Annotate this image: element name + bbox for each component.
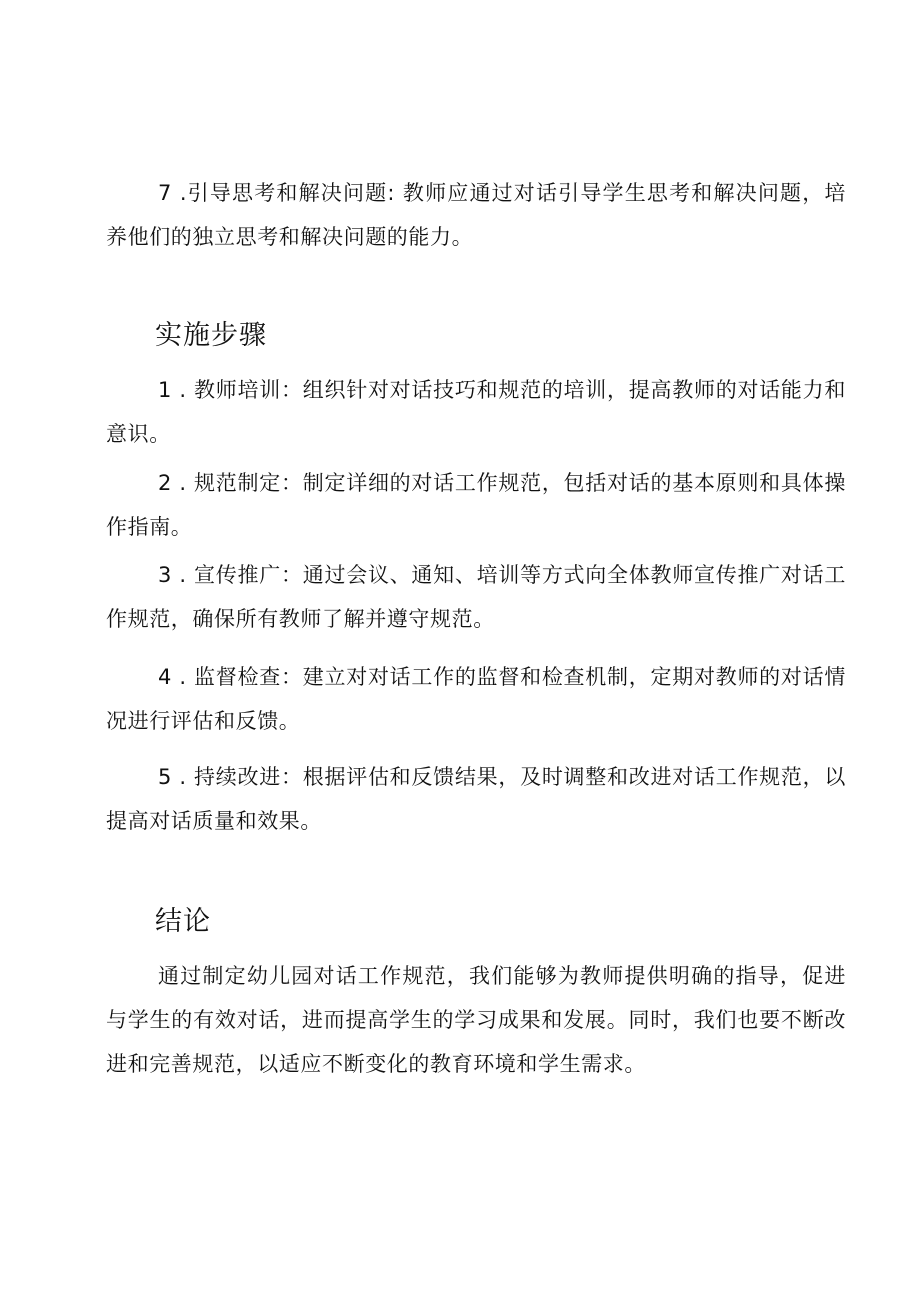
conclusion-paragraph: 通过制定幼儿园对话工作规范，我们能够为教师提供明确的指导，促进与学生的有效对话，进而提高学生的学习成果和发展。同时，我们也要不断改进和完善规范，以适应不断变化的教育环境和学生需求。 [106,964,846,1076]
section-heading-implementation-steps: 实施步骤 [155,320,267,351]
step-item-1: 1 . 教师培训：组织针对对话技巧和规范的培训，提高教师的对话能力和意识。 [106,378,846,446]
step-item-2: 2 . 规范制定：制定详细的对话工作规范，包括对话的基本原则和具体操作指南。 [106,471,846,539]
step-item-4: 4 . 监督检查：建立对对话工作的监督和检查机制，定期对教师的对话情况进行评估和反馈。 [106,665,846,733]
step-item-3: 3 . 宣传推广：通过会议、通知、培训等方式向全体教师宣传推广对话工作规范，确保所有教师了解并遵守规范。 [106,563,846,631]
step-item-5: 5 . 持续改进：根据评估和反馈结果，及时调整和改进对话工作规范，以提高对话质量和效果。 [106,765,846,833]
list-item-7: 7 .引导思考和解决问题: 教师应通过对话引导学生思考和解决问题，培养他们的独立思考和解决问题的能力。 [106,181,846,249]
section-heading-conclusion: 结论 [155,906,211,937]
